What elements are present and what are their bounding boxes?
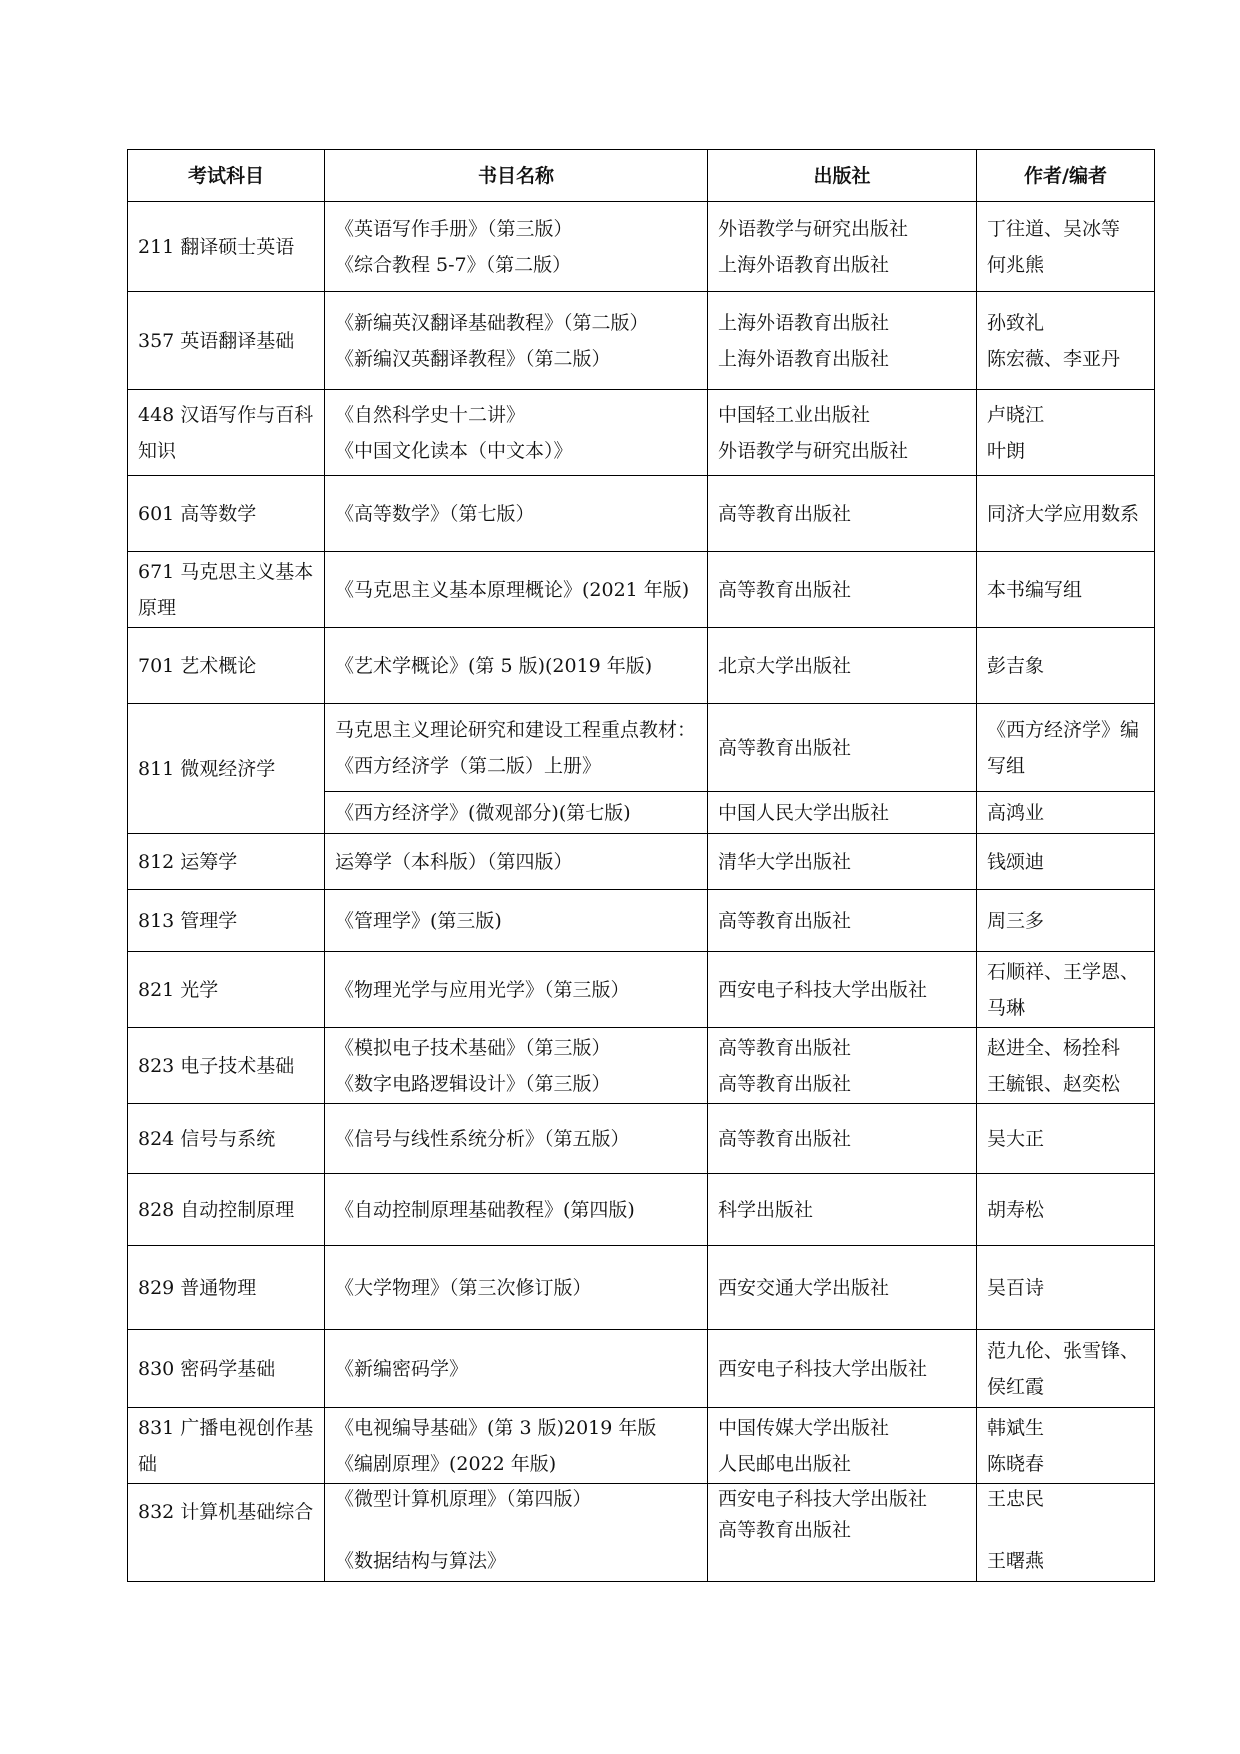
publisher-cell bbox=[708, 1484, 977, 1582]
publisher-cell: 西安交通大学出版社 bbox=[708, 1246, 977, 1330]
publisher-cell: 科学出版社 bbox=[708, 1174, 977, 1246]
book-title: 《微型计算机原理》（第四版） bbox=[335, 1488, 592, 1510]
subject-cell: 448 汉语写作与百科知识 bbox=[128, 390, 325, 476]
author: 赵进全、杨拴科 bbox=[987, 1036, 1121, 1059]
author-cell bbox=[977, 1484, 1155, 1582]
author-cell: 胡寿松 bbox=[977, 1174, 1155, 1246]
book-title: 《新编英汉翻译基础教程》（第二版） bbox=[335, 311, 649, 334]
publisher: 中国传媒大学出版社 bbox=[718, 1416, 890, 1439]
author-cell: 周三多 bbox=[977, 890, 1155, 952]
publisher: 外语教学与研究出版社 bbox=[718, 439, 909, 462]
author-cell: 同济大学应用数系 bbox=[977, 476, 1155, 552]
author-cell: 彭吉象 bbox=[977, 628, 1155, 704]
book-cell bbox=[325, 292, 708, 390]
author-cell: 《西方经济学》编写组 bbox=[977, 704, 1155, 792]
publisher: 高等教育出版社 bbox=[718, 1072, 852, 1095]
table-row bbox=[128, 1028, 1155, 1104]
book-title: 《英语写作手册》（第三版） bbox=[335, 217, 573, 240]
table-row bbox=[128, 292, 1155, 390]
book-cell: 《管理学》(第三版) bbox=[325, 890, 708, 952]
publisher-cell: 高等教育出版社 bbox=[708, 552, 977, 628]
table-row bbox=[128, 890, 1155, 952]
publisher: 高等教育出版社 bbox=[718, 1519, 852, 1541]
subject-cell: 828 自动控制原理 bbox=[128, 1174, 325, 1246]
author: 卢晓江 bbox=[987, 403, 1045, 426]
author: 王曙燕 bbox=[987, 1550, 1045, 1572]
author-cell: 本书编写组 bbox=[977, 552, 1155, 628]
table-row bbox=[128, 1408, 1155, 1484]
subject-cell: 830 密码学基础 bbox=[128, 1330, 325, 1408]
author-cell bbox=[977, 390, 1155, 476]
author: 叶朗 bbox=[987, 439, 1026, 462]
reference-book-table bbox=[127, 149, 1155, 1582]
author: 韩斌生 bbox=[987, 1416, 1045, 1439]
header-book-title: 书目名称 bbox=[325, 150, 708, 202]
subject-cell: 823 电子技术基础 bbox=[128, 1028, 325, 1104]
author-cell: 钱颂迪 bbox=[977, 834, 1155, 890]
publisher: 上海外语教育出版社 bbox=[718, 253, 890, 276]
publisher-cell bbox=[708, 1408, 977, 1484]
author-cell: 范九伦、张雪锋、侯红霞 bbox=[977, 1330, 1155, 1408]
book-title: 《电视编导基础》(第 3 版)2019 年版 bbox=[335, 1416, 657, 1439]
publisher-cell bbox=[708, 292, 977, 390]
table-row bbox=[128, 704, 1155, 792]
publisher-cell bbox=[708, 202, 977, 292]
book-cell: 《新编密码学》 bbox=[325, 1330, 708, 1408]
publisher: 高等教育出版社 bbox=[718, 1036, 852, 1059]
book-title: 《自然科学史十二讲》 bbox=[335, 403, 526, 426]
publisher-cell bbox=[708, 390, 977, 476]
book-title: 《新编汉英翻译教程》（第二版） bbox=[335, 347, 611, 370]
subject-cell: 811 微观经济学 bbox=[128, 704, 325, 834]
subject-cell: 601 高等数学 bbox=[128, 476, 325, 552]
author bbox=[987, 1515, 1144, 1546]
subject-cell: 829 普通物理 bbox=[128, 1246, 325, 1330]
table-row bbox=[128, 476, 1155, 552]
author: 王毓银、赵奕松 bbox=[987, 1072, 1121, 1095]
table-row bbox=[128, 202, 1155, 292]
header-subject: 考试科目 bbox=[128, 150, 325, 202]
table-row bbox=[128, 1246, 1155, 1330]
book-cell: 《艺术学概论》(第 5 版)(2019 年版) bbox=[325, 628, 708, 704]
book-cell: 《西方经济学》(微观部分)(第七版) bbox=[325, 792, 708, 834]
publisher-cell: 高等教育出版社 bbox=[708, 890, 977, 952]
book-title: 《模拟电子技术基础》（第三版） bbox=[335, 1036, 611, 1059]
publisher-cell: 北京大学出版社 bbox=[708, 628, 977, 704]
book-cell: 《大学物理》（第三次修订版） bbox=[325, 1246, 708, 1330]
book-cell: 《马克思主义基本原理概论》(2021 年版) bbox=[325, 552, 708, 628]
table-row bbox=[128, 1484, 1155, 1582]
author-cell bbox=[977, 1028, 1155, 1104]
author-cell: 石顺祥、王学恩、马琳 bbox=[977, 952, 1155, 1028]
book-cell: 《信号与线性系统分析》（第五版） bbox=[325, 1104, 708, 1174]
author: 陈晓春 bbox=[987, 1452, 1045, 1475]
author-cell bbox=[977, 292, 1155, 390]
book-cell bbox=[325, 1484, 708, 1582]
table-row bbox=[128, 628, 1155, 704]
book-title: 《数据结构与算法》 bbox=[335, 1550, 507, 1572]
book-cell bbox=[325, 1408, 708, 1484]
subject-cell: 812 运筹学 bbox=[128, 834, 325, 890]
publisher-cell: 西安电子科技大学出版社 bbox=[708, 1330, 977, 1408]
table-row bbox=[128, 1330, 1155, 1408]
book-title: 《综合教程 5-7》（第二版） bbox=[335, 253, 572, 276]
author-cell: 高鸿业 bbox=[977, 792, 1155, 834]
book-cell bbox=[325, 202, 708, 292]
book-cell: 运筹学（本科版）（第四版） bbox=[325, 834, 708, 890]
book-cell: 《高等数学》（第七版） bbox=[325, 476, 708, 552]
book-title bbox=[335, 1515, 697, 1546]
publisher: 人民邮电出版社 bbox=[718, 1452, 852, 1475]
publisher: 上海外语教育出版社 bbox=[718, 311, 890, 334]
table-row bbox=[128, 1104, 1155, 1174]
subject-cell: 813 管理学 bbox=[128, 890, 325, 952]
author: 孙致礼 bbox=[987, 311, 1045, 334]
publisher-cell: 高等教育出版社 bbox=[708, 476, 977, 552]
book-cell: 《自动控制原理基础教程》(第四版) bbox=[325, 1174, 708, 1246]
author: 何兆熊 bbox=[987, 253, 1045, 276]
subject-cell: 824 信号与系统 bbox=[128, 1104, 325, 1174]
author: 陈宏薇、李亚丹 bbox=[987, 347, 1121, 370]
author-cell bbox=[977, 1408, 1155, 1484]
table-row bbox=[128, 552, 1155, 628]
subject-cell: 701 艺术概论 bbox=[128, 628, 325, 704]
publisher-cell bbox=[708, 1028, 977, 1104]
subject-cell: 821 光学 bbox=[128, 952, 325, 1028]
author-cell: 吴百诗 bbox=[977, 1246, 1155, 1330]
author: 王忠民 bbox=[987, 1488, 1045, 1510]
book-cell bbox=[325, 390, 708, 476]
book-cell bbox=[325, 1028, 708, 1104]
publisher-cell: 中国人民大学出版社 bbox=[708, 792, 977, 834]
publisher-cell: 清华大学出版社 bbox=[708, 834, 977, 890]
book-title: 《编剧原理》(2022 年版) bbox=[335, 1452, 557, 1475]
table-row bbox=[128, 390, 1155, 476]
book-cell: 马克思主义理论研究和建设工程重点教材：《西方经济学（第二版）上册》 bbox=[325, 704, 708, 792]
book-title: 《数字电路逻辑设计》（第三版） bbox=[335, 1072, 611, 1095]
table-row bbox=[128, 1174, 1155, 1246]
publisher-cell: 高等教育出版社 bbox=[708, 704, 977, 792]
publisher: 外语教学与研究出版社 bbox=[718, 217, 909, 240]
header-publisher: 出版社 bbox=[708, 150, 977, 202]
book-title: 《中国文化读本（中文本）》 bbox=[335, 439, 573, 462]
subject-cell: 211 翻译硕士英语 bbox=[128, 202, 325, 292]
publisher-cell: 西安电子科技大学出版社 bbox=[708, 952, 977, 1028]
publisher: 中国轻工业出版社 bbox=[718, 403, 871, 426]
publisher: 西安电子科技大学出版社 bbox=[718, 1488, 928, 1510]
publisher: 上海外语教育出版社 bbox=[718, 347, 890, 370]
table-row bbox=[128, 952, 1155, 1028]
subject-cell: 831 广播电视创作基础 bbox=[128, 1408, 325, 1484]
author-cell: 吴大正 bbox=[977, 1104, 1155, 1174]
subject-cell: 357 英语翻译基础 bbox=[128, 292, 325, 390]
book-cell: 《物理光学与应用光学》（第三版） bbox=[325, 952, 708, 1028]
table-row bbox=[128, 834, 1155, 890]
subject-cell: 832 计算机基础综合 bbox=[128, 1484, 325, 1582]
publisher-cell: 高等教育出版社 bbox=[708, 1104, 977, 1174]
author: 丁往道、吴冰等 bbox=[987, 217, 1121, 240]
header-author: 作者/编者 bbox=[977, 150, 1155, 202]
header-row bbox=[128, 150, 1155, 202]
publisher bbox=[718, 1546, 966, 1577]
subject-cell: 671 马克思主义基本原理 bbox=[128, 552, 325, 628]
author-cell bbox=[977, 202, 1155, 292]
